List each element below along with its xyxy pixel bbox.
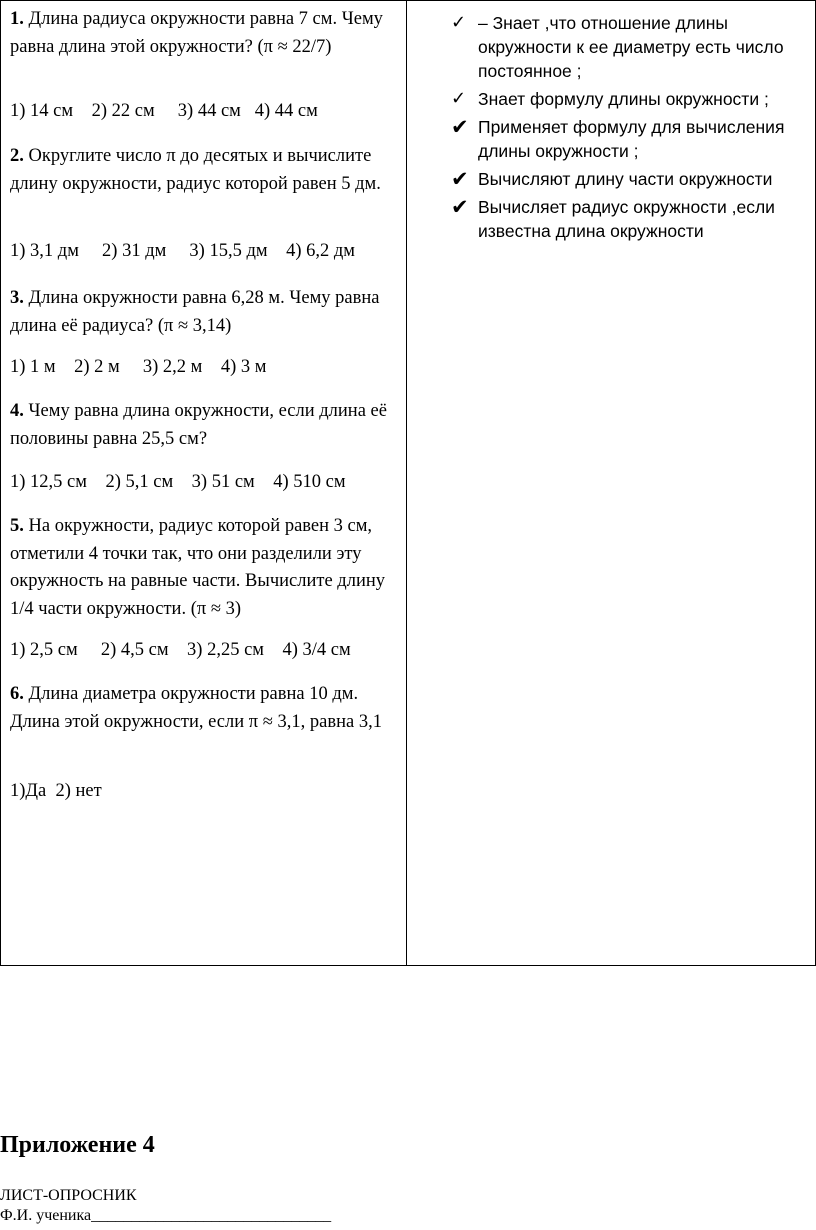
answer-options-4: 1) 12,5 см 2) 5,1 см 3) 51 см 4) 510 см <box>10 472 346 492</box>
answer-options-5: 1) 2,5 см 2) 4,5 см 3) 2,25 см 4) 3/4 см <box>10 640 351 660</box>
question-number: 3. <box>10 288 24 308</box>
sheet-title: ЛИСТ-ОПРОСНИК <box>0 1187 137 1204</box>
question-6 <box>10 681 402 736</box>
answer-options-2: 1) 3,1 дм 2) 31 дм 3) 15,5 дм 4) 6,2 дм <box>10 241 355 261</box>
question-number: 5. <box>10 516 24 536</box>
answer-options-3: 1) 1 м 2) 2 м 3) 2,2 м 4) 3 м <box>10 357 267 377</box>
checkmark-icon: ✓ <box>451 88 467 109</box>
question-3 <box>10 285 402 340</box>
criteria-text: – Знает ,что отношение длины окружности к ее диаметру есть число постоянное ; <box>478 13 784 81</box>
student-name-line: Ф.И. ученика______________________________ <box>0 1207 332 1224</box>
checkmark-icon: ✔ <box>451 167 469 191</box>
criteria-text: Вычисляют длину части окружности <box>478 169 773 189</box>
criteria-item <box>451 167 811 191</box>
checkmark-icon: ✓ <box>451 12 467 33</box>
question-number: 2. <box>10 146 24 166</box>
answer-options-1: 1) 14 см 2) 22 см 3) 44 см 4) 44 см <box>10 101 318 121</box>
criteria-item <box>451 11 811 83</box>
checkmark-icon: ✔ <box>451 115 469 139</box>
criteria-item <box>451 87 811 111</box>
question-5 <box>10 513 402 623</box>
question-text: На окружности, радиус которой равен 3 см, отметили 4 точки так, что они разделили эту окружность на равные части. Вычислите длину 1/4 части окружности. (π ≈ 3) <box>10 516 385 619</box>
questions-column <box>0 1 407 965</box>
criteria-text: Вычисляет радиус окружности ,если известна длина окружности <box>478 197 775 241</box>
criteria-list <box>451 11 811 247</box>
criteria-text: Знает формулу длины окружности ; <box>478 89 769 109</box>
question-text: Длина окружности равна 6,28 м. Чему равна длина её радиуса? (π ≈ 3,14) <box>10 288 380 336</box>
criteria-item <box>451 195 811 243</box>
criteria-column <box>407 1 816 965</box>
question-text: Округлите число π до десятых и вычислите длину окружности, радиус которой равен 5 дм. <box>10 146 381 194</box>
answer-options-6: 1)Да 2) нет <box>10 781 102 801</box>
criteria-item <box>451 115 811 163</box>
question-2 <box>10 143 402 198</box>
question-number: 6. <box>10 684 24 704</box>
appendix-title: Приложение 4 <box>0 1132 155 1158</box>
question-text: Длина диаметра окружности равна 10 дм. Длина этой окружности, если π ≈ 3,1, равна 3,1 <box>10 684 382 732</box>
criteria-text: Применяет формулу для вычисления длины окружности ; <box>478 117 785 161</box>
question-text: Длина радиуса окружности равна 7 см. Чему равна длина этой окружности? (π ≈ 22/7) <box>10 9 383 57</box>
question-number: 1. <box>10 9 24 29</box>
question-number: 4. <box>10 401 24 421</box>
question-1 <box>10 6 402 61</box>
question-4 <box>10 398 402 453</box>
question-text: Чему равна длина окружности, если длина её половины равна 25,5 см? <box>10 401 387 449</box>
checkmark-icon: ✔ <box>451 195 469 219</box>
